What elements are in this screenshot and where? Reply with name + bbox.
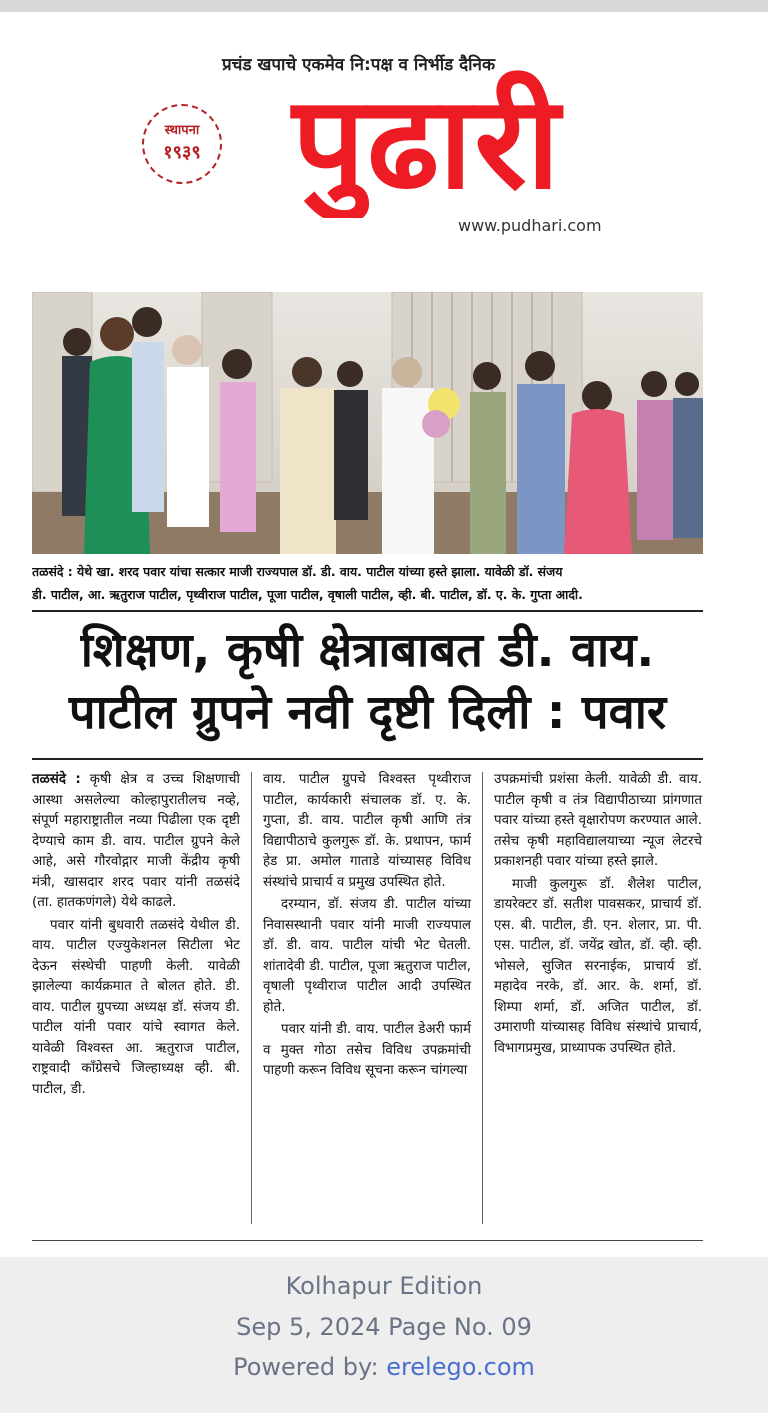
- article-headline: [32, 620, 703, 744]
- paragraph-text: कृषी क्षेत्र व उच्च शिक्षणाची आस्था असलेल्या कोल्हापुरातीलच नव्हे, संपूर्ण महाराष्ट्रातील नव्या पिढीला एक दृष्टी देण्याचे काम डी. वाय. पाटील ग्रुपने केले आहे, असे गौरवोद्गार माजी केंद्रीय कृषी मंत्री, खासदार शरद पवार यांनी तळसंदे (ता. हातकणंगले) येथे काढले.: [32, 772, 240, 910]
- dateline: तळसंदे :: [32, 772, 81, 787]
- seal-label: स्थापना: [164, 123, 200, 138]
- website-url: www.pudhari.com: [458, 216, 602, 235]
- headline-line-1: शिक्षण, कृषी क्षेत्राबाबत डी. वाय.: [80, 623, 655, 678]
- erelego-link[interactable]: erelego.com: [386, 1353, 535, 1381]
- article-body: [32, 770, 703, 1240]
- logo-text: पुढारी: [292, 70, 562, 218]
- column-divider: [251, 772, 252, 1224]
- photo-caption: [32, 560, 703, 606]
- masthead-tagline: प्रचंड खपाचे एकमेव नि:पक्ष व निर्भीड दैनिक: [222, 55, 496, 75]
- headline-divider: [32, 758, 703, 760]
- caption-line-1: तळसंदे : येथे खा. शरद पवार यांचा सत्कार माजी राज्यपाल डॉ. डी. वाय. पाटील यांच्या हस्ते झाला. यावेळी डॉ. संजय: [32, 564, 563, 579]
- paragraph: पवार यांनी डी. वाय. पाटील डेअरी फार्म व मुक्त गोठा तसेच विविध उपक्रमांची पाहणी करून विविध सूचना करून चांगल्या: [263, 1022, 471, 1078]
- paragraph: [32, 770, 240, 914]
- headline-line-2: पाटील ग्रुपने नवी दृष्टी दिली : पवार: [68, 685, 667, 740]
- paragraph: वाय. पाटील ग्रुपचे विश्वस्त पृथ्वीराज पाटील, कार्यकारी संचालक डॉ. ए. के. गुप्ता, डी. वाय. पाटील कृषी आणि तंत्र विद्यापीठाचे कुलगुरू डॉ. के. प्रथापन, फार्म हेड प्रा. अमोल गाताडे यांच्यासह विविध संस्थांचे प्राचार्य व प्रमुख उपस्थित होते.: [263, 772, 471, 890]
- paragraph: दरम्यान, डॉ. संजय डी. पाटील यांच्या निवासस्थानी पवार यांनी माजी राज्यपाल डॉ. डी. वाय. पाटील यांची भेट घेतली. शांतादेवी डी. पाटील, पूजा ऋतुराज पाटील, वृषाली पृथ्वीराज पाटील आदी उपस्थित होते.: [263, 897, 471, 1015]
- powered-by: [0, 1353, 768, 1381]
- newspaper-logo: [224, 70, 630, 218]
- caption-line-2: डी. पाटील, आ. ऋतुराज पाटील, पृथ्वीराज पाटील, पूजा पाटील, वृषाली पाटील, व्ही. बी. पाटील, डॉ. ए. के. गुप्ता आदी.: [32, 587, 583, 602]
- article-column-3: [494, 770, 702, 1061]
- paragraph: पवार यांनी बुधवारी तळसंदे येथील डी. वाय. पाटील एज्युकेशनल सिटीला भेट देऊन संस्थेची पाहणी केली. यावेळी झालेल्या कार्यक्रमात ते बोलत होते. डी. वाय. पाटील ग्रुपच्या अध्यक्ष डॉ. संजय डी. पाटील यांनी पवार यांचे स्वागत केले. यावेळी विश्वस्त आ. ऋतुराज पाटील, राष्ट्रवादी काँग्रेसचे जिल्हाध्यक्ष व्ही. बी. पाटील, डी.: [32, 917, 240, 1097]
- edition-label: Kolhapur Edition: [285, 1272, 483, 1300]
- paragraph: माजी कुलगुरू डॉ. शैलेश पाटील, डायरेक्टर डॉ. सतीश पावसकर, प्राचार्य डॉ. एस. बी. पाटील, डी. एन. शेलार, प्रा. पी. एस. पाटील, डॉ. जयेंद्र खोत, डॉ. व्ही. व्ही. भोसले, सुजित सरनाईक, प्राचार्य डॉ. महादेव नरके, डॉ. आर. के. शर्मा, डॉ. शिम्पा शर्मा, डॉ. अजित पाटील, डॉ. उमाराणी यांच्यासह विविध संस्थांचे प्राचार्य, विभागप्रमुख, प्राध्यापक उपस्थित होते.: [494, 876, 702, 1056]
- date-page-label: Sep 5, 2024 Page No. 09: [236, 1313, 532, 1341]
- bottom-divider: [32, 1240, 703, 1241]
- established-seal: [142, 104, 222, 184]
- top-bar: [0, 0, 768, 12]
- caption-divider: [32, 610, 703, 612]
- seal-year: १९३९: [163, 142, 201, 163]
- news-photo: [32, 292, 703, 554]
- powered-by-label: Powered by:: [233, 1353, 387, 1381]
- column-divider: [482, 772, 483, 1224]
- article-column-1: [32, 770, 240, 1102]
- article-column-2: [263, 770, 471, 1084]
- paragraph: उपक्रमांची प्रशंसा केली. यावेळी डी. वाय. पाटील कृषी व तंत्र विद्यापीठाच्या प्रांगणात पवार यांच्या हस्ते वृक्षारोपण करण्यात आले. तसेच कृषी महाविद्यालयाच्या न्यूज लेटरचे प्रकाशनही पवार यांच्या हस्ते झाले.: [494, 772, 702, 869]
